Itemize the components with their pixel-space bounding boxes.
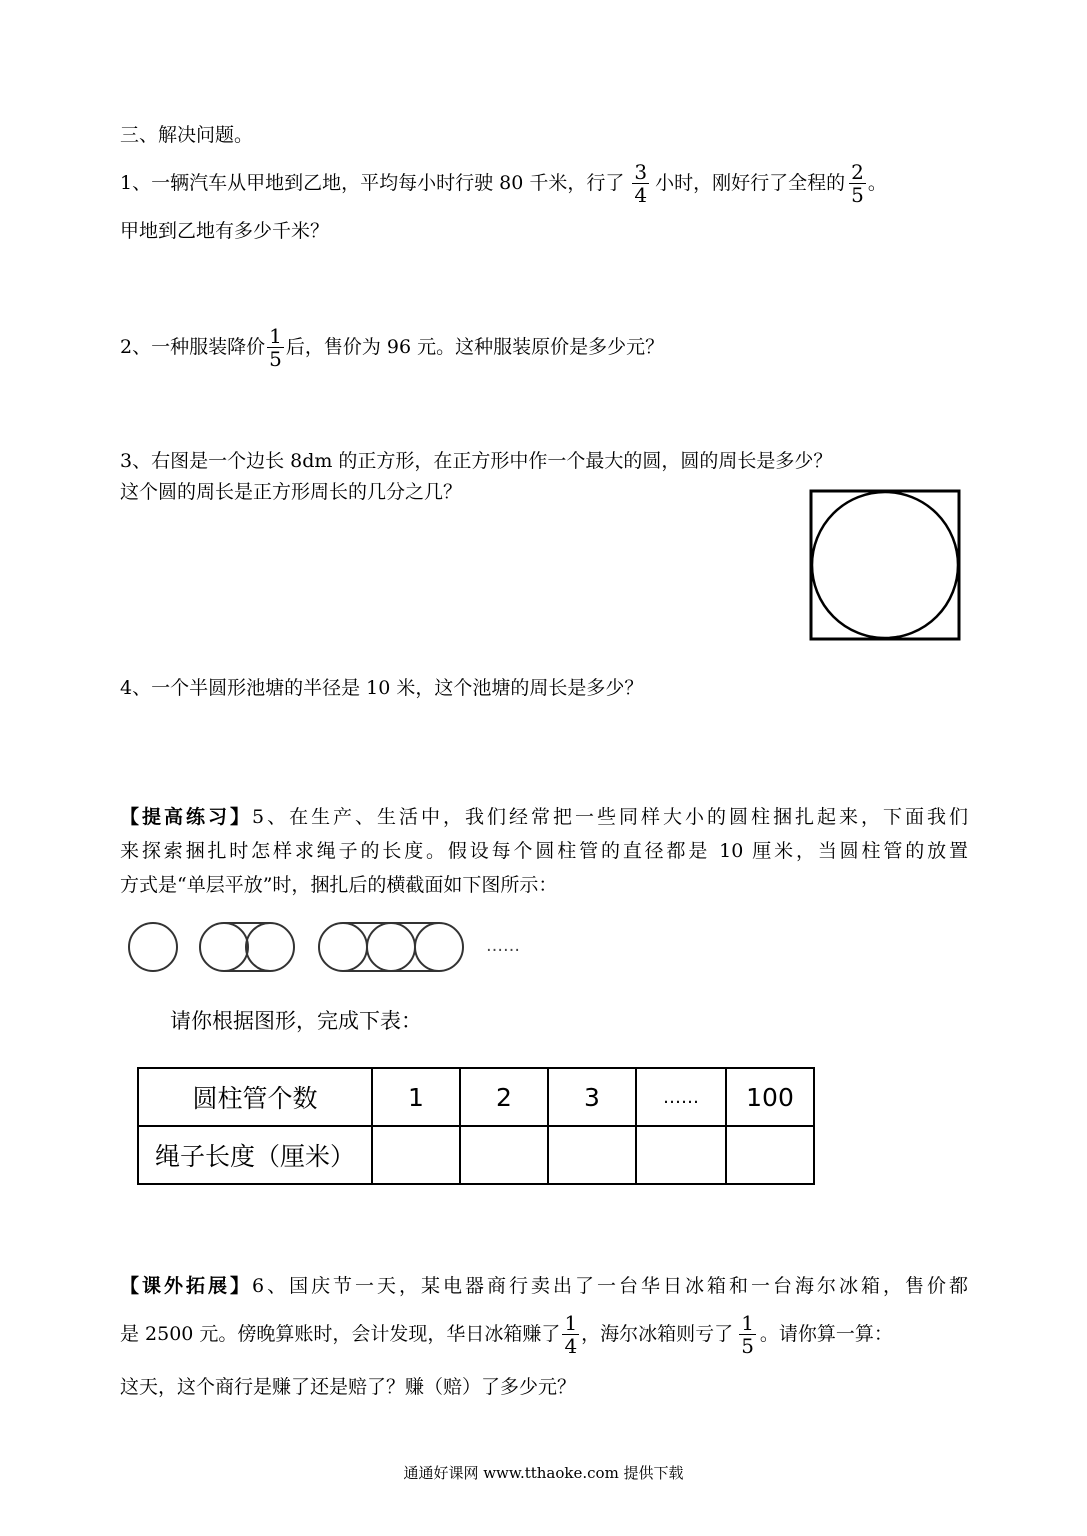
question-1-text-b: 小时，刚好行了全程的	[655, 172, 846, 194]
two-pipe-bundle	[200, 923, 294, 971]
table-cell-count-3: 3	[548, 1068, 636, 1126]
fraction-numerator: 1	[269, 324, 282, 348]
table-answer-cell[interactable]	[726, 1126, 814, 1184]
table-answer-cell[interactable]	[372, 1126, 460, 1184]
table-answer-cell[interactable]	[636, 1126, 726, 1184]
question-2-text-a: 2、一种服装降价	[120, 336, 266, 358]
question-6-text-b: ，海尔冰箱则亏了	[581, 1323, 734, 1345]
table-header-rope-length: 绳子长度（厘米）	[138, 1126, 372, 1184]
extension-tag: 【课外拓展】	[120, 1275, 252, 1297]
question-5-line-2: 来探索捆扎时怎样求绳子的长度。假设每个圆柱管的直径都是 10 厘米，当圆柱管的放置	[120, 840, 968, 862]
table-cell-count-2: 2	[460, 1068, 548, 1126]
fraction-numerator: 1	[741, 1311, 754, 1335]
question-5-line-1	[120, 808, 968, 827]
question-6-text-c: 。请你算一算：	[759, 1323, 893, 1345]
footer-credit: 通通好课网 www.tthaoke.com 提供下载	[403, 1464, 684, 1482]
table-row	[138, 1068, 814, 1126]
fraction-numerator: 1	[564, 1311, 578, 1335]
fraction-two-fifths	[849, 161, 866, 206]
fraction-denominator: 5	[269, 347, 282, 371]
single-pipe-circle	[129, 923, 177, 971]
table-cell-count-ellipsis: ……	[636, 1068, 726, 1126]
fraction-one-quarter	[562, 1312, 579, 1357]
table-header-pipe-count: 圆柱管个数	[138, 1068, 372, 1126]
question-6-line-3: 这天，这个商行是赚了还是赔了？赚（赔）了多少元？	[120, 1376, 577, 1398]
question-1-text-a: 1、一辆汽车从甲地到乙地，平均每小时行驶 80 千米，行了	[120, 172, 625, 194]
fraction-denominator: 5	[851, 183, 864, 207]
question-1-line-1	[120, 161, 887, 206]
question-6-line-1	[120, 1277, 968, 1296]
question-3-line-2: 这个圆的周长是正方形周长的几分之几？	[120, 481, 463, 503]
question-3-line-1: 3、右图是一个边长 8dm 的正方形，在正方形中作一个最大的圆，圆的周长是多少？	[120, 450, 833, 472]
fraction-denominator: 4	[634, 183, 648, 207]
question-6-line-2	[120, 1312, 893, 1357]
three-pipe-bundle	[319, 923, 463, 971]
fraction-three-quarters	[632, 161, 649, 206]
question-4: 4、一个半圆形池塘的半径是 10 米，这个池塘的周长是多少？	[120, 677, 644, 699]
fraction-one-fifth	[739, 1312, 756, 1357]
table-cell-count-100: 100	[726, 1068, 814, 1126]
fraction-numerator: 3	[634, 160, 648, 184]
table-cell-count-1: 1	[372, 1068, 460, 1126]
question-6-line-1-text: 6、国庆节一天，某电器商行卖出了一台华日冰箱和一台海尔冰箱，售价都	[251, 1275, 968, 1297]
table-row	[138, 1126, 814, 1184]
table-instruction: 请你根据图形，完成下表：	[170, 1009, 422, 1033]
practice-tag: 【提高练习】	[120, 806, 252, 828]
fraction-one-fifth	[267, 325, 284, 370]
section-title: 三、解决问题。	[120, 124, 254, 146]
pipe-bundles-figure	[120, 915, 560, 977]
table-answer-cell[interactable]	[548, 1126, 636, 1184]
question-1-text-c: 。	[867, 172, 887, 194]
ellipsis-text: ……	[486, 936, 520, 956]
table-answer-cell[interactable]	[460, 1126, 548, 1184]
question-1-line-2: 甲地到乙地有多少千米？	[120, 220, 330, 242]
question-6-text-a: 是 2500 元。傍晚算账时，会计发现，华日冰箱赚了	[120, 1323, 561, 1345]
question-5-line-3: 方式是“单层平放”时，捆扎后的横截面如下图所示：	[120, 874, 558, 896]
inscribed-circle	[812, 492, 958, 638]
question-2-text-b: 后，售价为 96 元。这种服装原价是多少元？	[285, 336, 665, 358]
rope-length-table	[137, 1067, 815, 1185]
fraction-numerator: 2	[851, 160, 864, 184]
fraction-denominator: 4	[564, 1334, 578, 1358]
square-with-inscribed-circle-figure	[809, 489, 963, 643]
question-2	[120, 325, 664, 370]
fraction-denominator: 5	[741, 1334, 754, 1358]
question-5-line-1-text: 5、在生产、生活中，我们经常把一些同样大小的圆柱捆扎起来，下面我们	[251, 806, 968, 828]
